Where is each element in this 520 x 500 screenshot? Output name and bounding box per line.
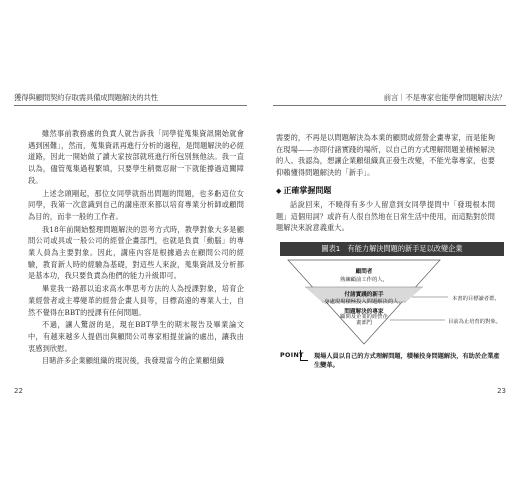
body-paragraph: 不過，讓人驚訝的是，現在BBT學生的期末報告及畢業論文中，有越來越多人提倡出與顧問公司專家相提並論的處出，讓我由衷感到欣慰。 bbox=[28, 320, 244, 353]
point-callout bbox=[280, 352, 504, 370]
body-paragraph: 目睹許多企業顧組織的現況後，我發現當今的企業顧組織 bbox=[42, 356, 225, 366]
section-heading-text: 正確掌握問題 bbox=[283, 185, 332, 195]
tier-label-middle-desc: 身處現場積極投入問題解決的人， bbox=[324, 298, 404, 305]
point-badge-text: POINT bbox=[280, 351, 304, 359]
figure-inverted-pyramid bbox=[280, 242, 504, 346]
right-page bbox=[266, 86, 513, 402]
tier-label-top-desc: 熟練顧前工作的人， bbox=[340, 276, 388, 283]
page-number: 22 bbox=[14, 387, 23, 395]
left-running-header: 獲得與顧問契約存取需具備成問題解決的共性 bbox=[14, 92, 247, 106]
body-paragraph: 話說回來，不曉得有多少人留意到女同學提問中「發現根本問題」這個用詞？或許有人很自然地在日常生活中使用，而這點對於問題解決來說意義重大。 bbox=[276, 199, 495, 233]
right-body-text bbox=[276, 132, 501, 370]
section-heading bbox=[276, 185, 495, 196]
body-paragraph: 需要的，不再是以問題解決為本業的顧問或經營企畫專家，而是能夠在現場——亦即付諸實踐的場所，以自己的方式理解問題並積極解決的人。我認為，想讓企業顧組織真正發生改變，不能光靠專家，也要仰賴懂得問題解決的「新手」。 bbox=[276, 133, 495, 178]
diamond-bullet-icon: ◆ bbox=[276, 186, 282, 195]
tier-label-middle-title: 付諸實踐的新手 bbox=[344, 291, 384, 298]
tier-label-bottom-desc: 顧問及企業的經營企畫部門 bbox=[340, 313, 388, 327]
tier-label-bottom-title: 問題解決的專家 bbox=[344, 308, 384, 315]
body-paragraph: 畢竟我一路都以追求高水準思考方法的人為授課對象，培育企業經營者或主導變革的經營企畫人員等，目標高遠的專業人士，自然不覺得在BBT的授課有任何問題。 bbox=[28, 284, 244, 317]
body-paragraph: 我18年前開始整理問題解決的思考方式時，教學對象大多是顧問公司或具或一般公司的經營企畫部門，也就是負責「動腦」的專業人員為主要對象。因此，講座內容是根據過去在顧問公司的經驗，教育新人時的經驗為基礎，對這些人來說，蒐集資訊及分析都是基本功，我只要負責為他們的能力升級即可。 bbox=[28, 224, 244, 281]
figure-title: 圖表1 有能力解決問題的新手足以改變企業 bbox=[280, 242, 504, 256]
tier-label-top-title: 顧問者 bbox=[355, 268, 373, 275]
right-running-header: 前言｜不是專家也能學會問題解決法？ bbox=[273, 92, 506, 106]
corner-bracket-icon bbox=[300, 350, 308, 361]
body-paragraph: 雖然事前教務處的負責人就告訴我「同學從蒐集資訊開始就會遇到困難」，然而，蒐集資訊再進行分析的過程，是問題解決的必經道路，因此一開始做了讀大家按部就班進行所包別無他法。我一直以為，儘管蒐集過程繁填，只要學生稍微忍耐一下就能撐過這關障段。 bbox=[28, 129, 244, 185]
body-paragraph: 上述念頭剛起，那位女同學就指出問題的問題，也多虧這位女同學，我第一次意識到自己的講座原來都以培育專業分析師或顧問為目的，而非一般的工作者。 bbox=[28, 188, 244, 221]
side-label-past-trainees: 目前為止培育的對象。 bbox=[448, 318, 501, 325]
page-number: 23 bbox=[497, 387, 506, 395]
left-page bbox=[7, 86, 254, 402]
left-body-text bbox=[28, 128, 244, 367]
point-badge bbox=[280, 352, 304, 359]
point-text: 現場人員以自己的方式理解問題，積極投身問題解決，有助於企業產生變革。 bbox=[314, 352, 500, 369]
side-label-target-readers: 本書的目標讀者群。 bbox=[452, 295, 500, 302]
